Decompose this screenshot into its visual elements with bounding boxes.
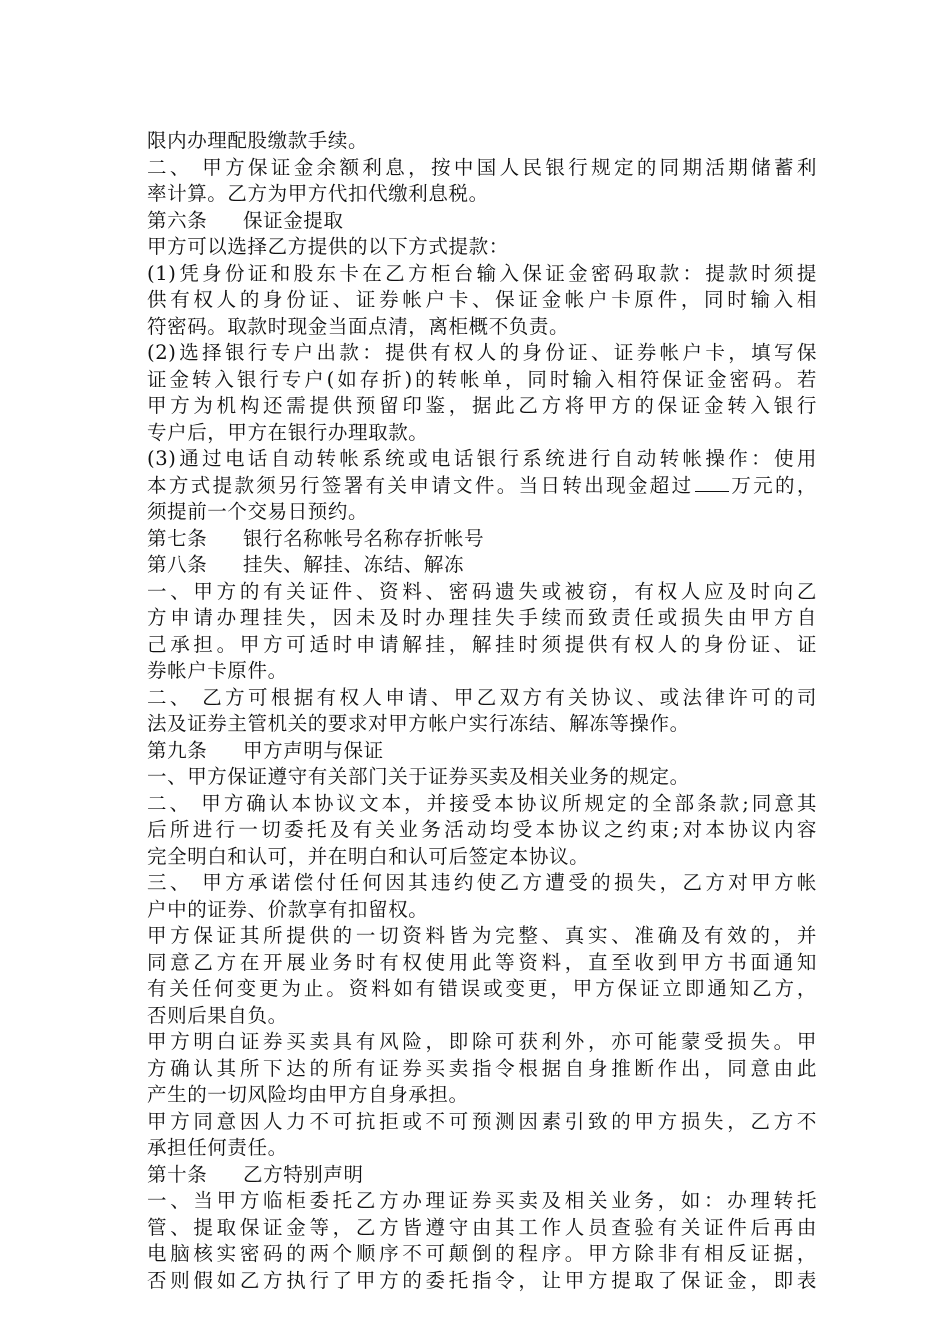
article-title: 甲方声明与保证 <box>243 738 384 762</box>
text-line: 三、 甲方承诺偿付任何因其违约使乙方遭受的损失，乙方对甲方帐 <box>147 871 817 894</box>
text-line: 管、提取保证金等，乙方皆遵守由其工作人员查验有关证件后再由 <box>147 1215 817 1239</box>
article-title: 银行名称帐号名称存折帐号 <box>243 526 485 550</box>
text-line: 专户后，甲方在银行办理取款。 <box>147 420 429 444</box>
text-line: 后所进行一切委托及有关业务活动均受本协议之约束;对本协议内容 <box>147 818 817 841</box>
text-line: 方确认其所下达的所有证券买卖指令根据自身推断作出，同意由此 <box>147 1056 817 1080</box>
text-line: 承担任何责任。 <box>147 1136 288 1159</box>
text-line: 二、 甲方保证金余额利息，按中国人民银行规定的同期活期储蓄利 <box>147 155 817 179</box>
text-line: 产生的一切风险均由甲方自身承担。 <box>147 1083 469 1106</box>
text-line: 电脑核实密码的两个顺序不可颠倒的程序。甲方除非有相反证据， <box>147 1242 817 1265</box>
document-body <box>147 128 817 1294</box>
text-fragment: 万元的， <box>729 473 817 497</box>
article-title: 挂失、解挂、冻结、解冻 <box>243 553 465 576</box>
text-line: 甲方可以选择乙方提供的以下方式提款： <box>147 235 509 258</box>
text-line: 否则后果自负。 <box>147 1003 288 1027</box>
text-line: 一、甲方的有关证件、资料、密码遗失或被窃，有权人应及时向乙 <box>147 579 817 603</box>
text-line: 二、 乙方可根据有权人申请、甲乙双方有关协议、或法律许可的司 <box>147 685 817 709</box>
text-line: 证金转入银行专户(如存折)的转帐单，同时输入相符保证金密码。若 <box>147 367 817 391</box>
text-fragment: 本方式提款须另行签署有关申请文件。当日转出现金超过 <box>147 473 694 497</box>
text-line: 己承担。甲方可适时申请解挂，解挂时须提供有权人的身份证、证 <box>147 632 817 656</box>
text-line: 券帐户卡原件。 <box>147 659 288 682</box>
text-line: 甲方保证其所提供的一切资料皆为完整、真实、准确及有效的，并 <box>147 924 817 947</box>
article-title: 保证金提取 <box>243 208 344 232</box>
fill-in-blank <box>695 475 729 492</box>
article-heading <box>147 526 817 553</box>
text-line: (3)通过电话自动转帐系统或电话银行系统进行自动转帐操作：使用 <box>147 447 817 470</box>
article-heading <box>147 738 817 765</box>
text-line <box>147 473 817 500</box>
text-line: 一、当甲方临柜委托乙方办理证券买卖及相关业务，如：办理转托 <box>147 1189 817 1212</box>
text-line: 否则假如乙方执行了甲方的委托指令，让甲方提取了保证金，即表 <box>147 1268 817 1292</box>
article-number: 第九条 <box>147 738 208 762</box>
text-line: 有关任何变更为止。资料如有错误或变更，甲方保证立即通知乙方， <box>147 977 817 1000</box>
text-line: (2)选择银行专户出款：提供有权人的身份证、证券帐户卡，填写保 <box>147 341 817 364</box>
article-number: 第七条 <box>147 526 208 550</box>
article-heading <box>147 208 817 235</box>
text-line: (1)凭身份证和股东卡在乙方柜台输入保证金密码取款：提款时须提 <box>147 261 817 285</box>
text-line: 甲方同意因人力不可抗拒或不可预测因素引致的甲方损失，乙方不 <box>147 1109 817 1133</box>
text-line: 同意乙方在开展业务时有权使用此等资料，直至收到甲方书面通知 <box>147 950 817 974</box>
article-title: 乙方特别声明 <box>243 1162 364 1186</box>
text-line: 一、甲方保证遵守有关部门关于证券买卖及相关业务的规定。 <box>147 765 690 788</box>
text-line: 限内办理配股缴款手续。 <box>147 129 369 152</box>
article-number: 第六条 <box>147 208 208 232</box>
text-line: 须提前一个交易日预约。 <box>147 500 369 523</box>
article-number: 第八条 <box>147 553 208 576</box>
text-line: 甲方明白证券买卖具有风险，即除可获利外，亦可能蒙受损失。甲 <box>147 1030 817 1053</box>
text-line: 甲方为机构还需提供预留印鉴，据此乙方将甲方的保证金转入银行 <box>147 394 817 417</box>
text-line: 二、 甲方确认本协议文本，并接受本协议所规定的全部条款;同意其 <box>147 791 817 815</box>
text-line: 供有权人的身份证、证券帐户卡、保证金帐户卡原件，同时输入相 <box>147 288 817 311</box>
article-number: 第十条 <box>147 1162 208 1186</box>
text-line: 户中的证券、价款享有扣留权。 <box>147 897 429 921</box>
text-line: 方申请办理挂失，因未及时办理挂失手续而致责任或损失由甲方自 <box>147 606 817 629</box>
text-line: 率计算。乙方为甲方代扣代缴利息税。 <box>147 182 489 205</box>
article-heading <box>147 1162 817 1189</box>
text-line: 法及证券主管机关的要求对甲方帐户实行冻结、解冻等操作。 <box>147 712 690 735</box>
article-heading <box>147 552 817 579</box>
text-line: 符密码。取款时现金当面点清，离柜概不负责。 <box>147 314 570 338</box>
text-line: 完全明白和认可，并在明白和认可后签定本协议。 <box>147 844 590 868</box>
